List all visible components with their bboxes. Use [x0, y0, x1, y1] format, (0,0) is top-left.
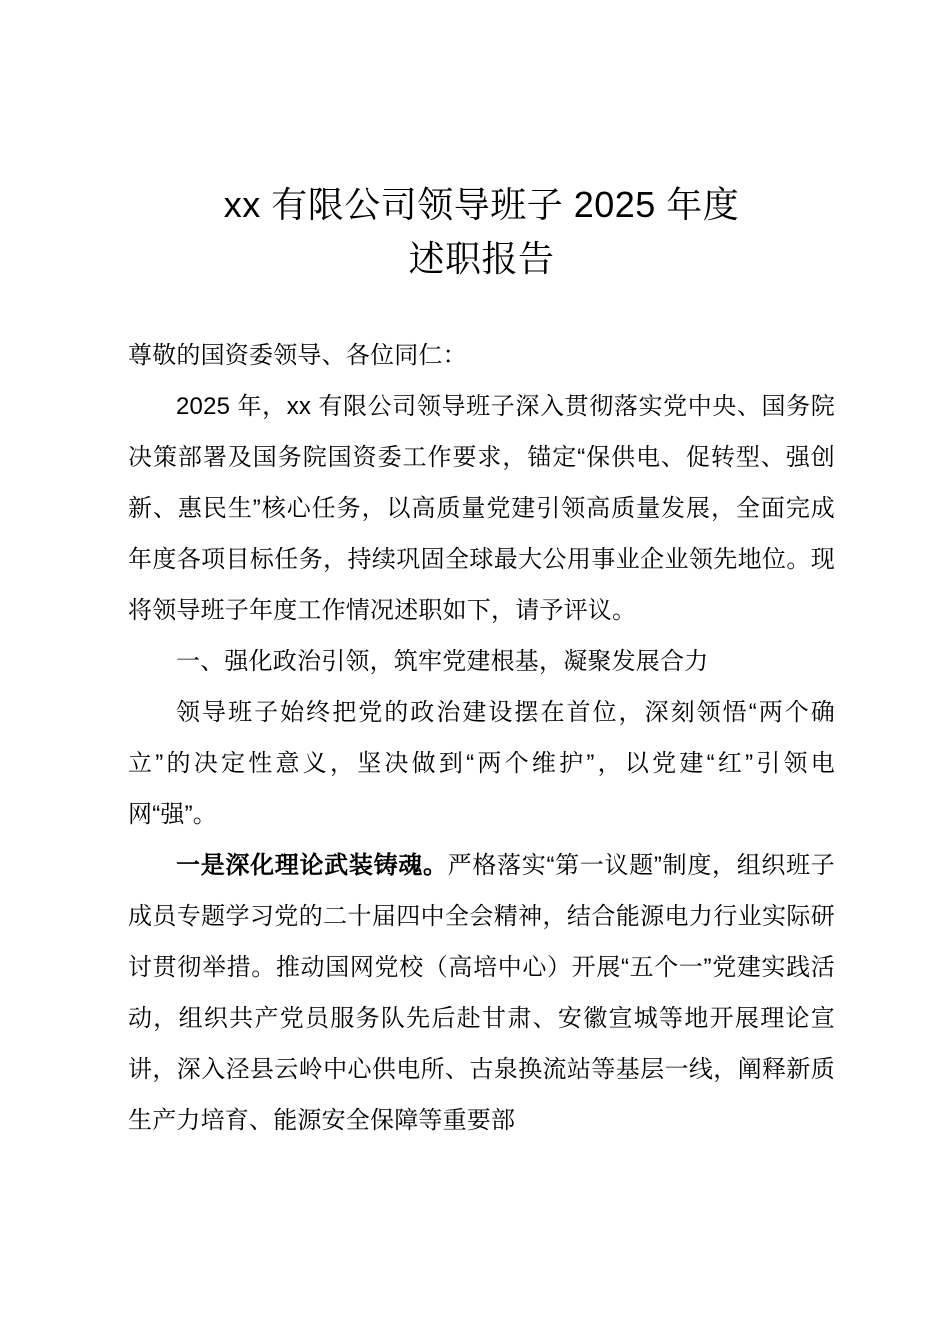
document-body	[128, 330, 835, 1146]
document-title	[128, 178, 835, 286]
paragraph-section-heading-1: 一、强化政治引领，筑牢党建根基，凝聚发展合力	[176, 648, 709, 675]
paragraph-point-1	[128, 840, 835, 1146]
paragraph-point-1-lead: 一是深化理论武装铸魂。	[176, 852, 448, 879]
paragraph-point-1-body: 严格落实“第一议题”制度，组织班子成员专题学习党的二十届四中全会精神，结合能源电力行业实际研讨贯彻举措。推动国网党校（高培中心）开展“五个一”党建实践活动，组织共产党员服务队先后赴甘肃、安徽宣城等地开展理论宣讲，深入泾县云岭中心供电所、古泉换流站等基层一线，阐释新质生产力培育、能源安全保障等重要部	[128, 852, 835, 1134]
document-title-line-1: xx 有限公司领导班子 2025 年度	[223, 184, 740, 225]
paragraph-section-1-intro: 领导班子始终把党的政治建设摆在首位，深刻领悟“两个确立”的决定性意义，坚决做到“两个维护”，以党建“红”引领电网“强”。	[128, 699, 835, 828]
paragraph-salutation: 尊敬的国资委领导、各位同仁：	[128, 342, 467, 369]
document-title-line-2: 述职报告	[408, 238, 555, 279]
paragraph-opening: 2025 年，xx 有限公司领导班子深入贯彻落实党中央、国务院决策部署及国务院国资委工作要求，锚定“保供电、促转型、强创新、惠民生”核心任务，以高质量党建引领高质量发展，全面完成年度各项目标任务，持续巩固全球最大公用事业企业领先地位。现将领导班子年度工作情况述职如下，请予评议。	[128, 393, 835, 624]
